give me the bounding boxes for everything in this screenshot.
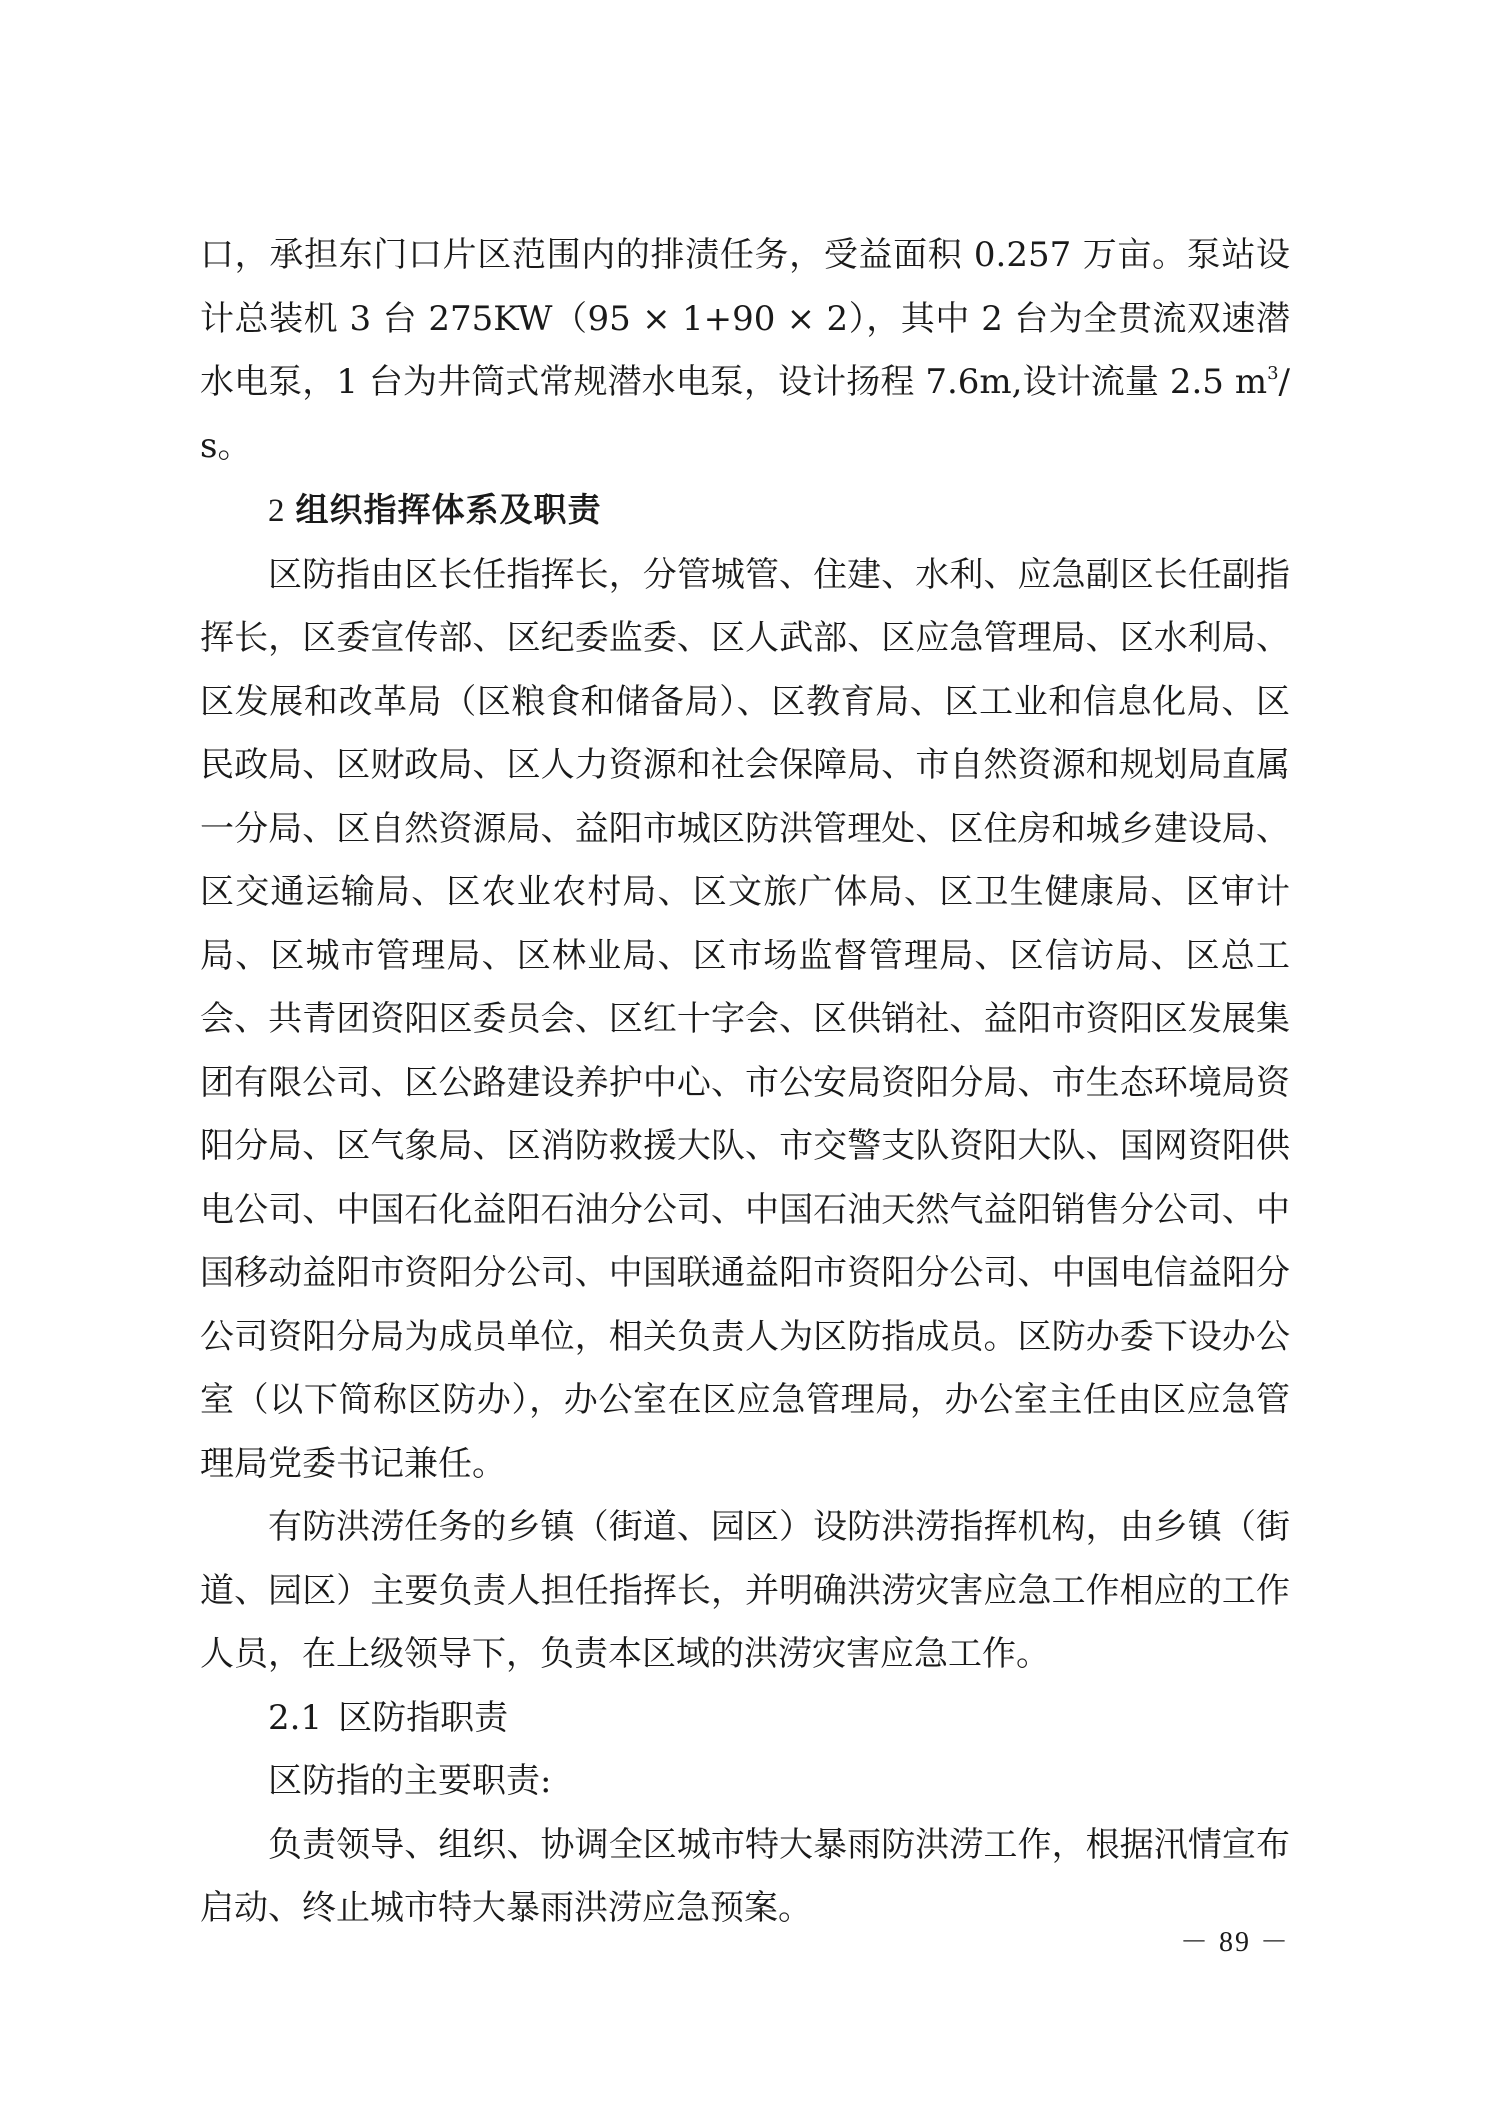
page-number: － 89 － [1179,1927,1290,1958]
pump-station-text: 口，承担东门口片区范围内的排渍任务，受益面积 0.257 万亩。泵站设计总装机 3 台 275KW（95 × 1+90 × 2），其中 2 台为全贯流双速潜水电泵，1 台为井筒式常规潜水电泵，设计扬程 7.6m,设计流量 2.5 m [200,235,1290,402]
section-heading-2 [200,478,1290,544]
flow-unit-text: /s。 [200,362,1290,466]
paragraph-duty-1: 负责领导、组织、协调全区城市特大暴雨防洪涝工作，根据汛情宣布启动、终止城市特大暴雨洪涝应急预案。 [200,1824,1290,1928]
paragraph-member-units: 区防指由区长任指挥长，分管城管、住建、水利、应急副区长任副指挥长，区委宣传部、区纪委监委、区人武部、区应急管理局、区水利局、区发展和改革局（区粮食和储备局）、区教育局、区工业和信息化局、区民政局、区财政局、区人力资源和社会保障局、市自然资源和规划局直属一分局、区自然资源局、益阳市城区防洪管理处、区住房和城乡建设局、区交通运输局、区农业农村局、区文旅广体局、区卫生健康局、区审计局、区城市管理局、区林业局、区市场监督管理局、区信访局、区总工会、共青团资阳区委员会、区红十字会、区供销社、益阳市资阳区发展集团有限公司、区公路建设养护中心、市公安局资阳分局、市生态环境局资阳分局、区气象局、区消防救援大队、市交警支队资阳大队、国网资阳供电公司、中国石化益阳石油分公司、中国石油天然气益阳销售分公司、中国移动益阳市资阳分公司、中国联通益阳市资阳分公司、中国电信益阳分公司资阳分局为成员单位，相关负责人为区防指成员。区防办委下设办公室（以下简称区防办），办公室在区应急管理局，办公室主任由区应急管理局党委书记兼任。 [200,554,1290,1484]
subsection-number: 2.1 [268,1697,323,1738]
paragraph-pump-station [200,224,1290,478]
section-number: 2 [268,493,286,529]
section-heading-2-1 [200,1687,1290,1751]
subsection-title: 区防指职责 [338,1697,509,1738]
cubic-superscript: 3 [1267,363,1279,384]
paragraph-duties-intro: 区防指的主要职责: [268,1761,552,1801]
section-title: 组织指挥体系及职责 [295,490,602,529]
body-text [200,224,1290,1941]
paragraph-townships: 有防洪涝任务的乡镇（街道、园区）设防洪涝指挥机构，由乡镇（街道、园区）主要负责人担任指挥长，并明确洪涝灾害应急工作相应的工作人员，在上级领导下，负责本区域的洪涝灾害应急工作。 [200,1507,1290,1674]
